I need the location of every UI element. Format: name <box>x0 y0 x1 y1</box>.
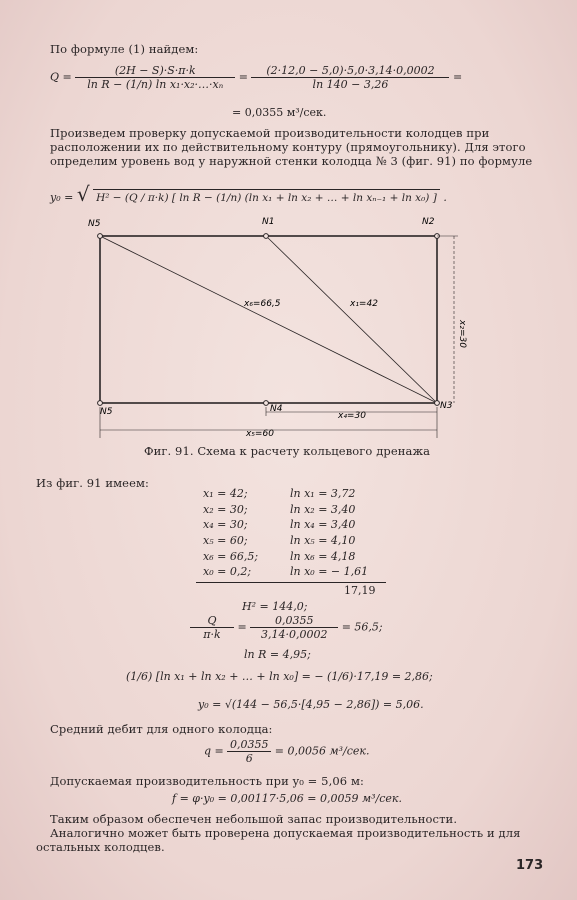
debit-num: 0,0355 <box>230 738 269 751</box>
label-x4: x₄=30 <box>338 411 366 421</box>
label-n4: N4 <box>270 404 283 414</box>
final-line2: Аналогично может быть проверена допускаемая производительность и для <box>50 826 521 840</box>
value-right-row: ln x₄ = 3,40 <box>290 518 356 532</box>
well-n5-top <box>98 234 103 239</box>
label-n3: N3 <box>440 401 453 411</box>
from-fig-text: Из фиг. 91 имеем: <box>36 476 149 490</box>
value-left-row: x₆ = 66,5; <box>203 549 259 563</box>
sum-divider <box>196 582 386 583</box>
formula-y0 <box>50 182 447 206</box>
intro-text: По формуле (1) найдем: <box>50 42 199 56</box>
figure-caption: Фиг. 91. Схема к расчету кольцевого дренажа <box>144 444 431 458</box>
label-x6: x₆=66,5 <box>244 299 281 309</box>
calc-y0: y₀ = √(144 − 56,5·[4,95 − 2,86]) = 5,06. <box>198 698 424 711</box>
calc-h2: H² = 144,0; <box>242 600 308 613</box>
allowed-formula: f = φ·y₀ = 0,00117·5,06 = 0,0059 м³/сек. <box>172 792 402 805</box>
calc-q-res: = 56,5; <box>341 620 383 634</box>
value-right-row: ln x₀ = − 1,61 <box>290 565 369 579</box>
formula-q <box>50 64 462 91</box>
debit-res: = 0,0056 м³/сек. <box>274 744 370 758</box>
line-x6 <box>100 236 437 403</box>
value-right-row: ln x₁ = 3,72 <box>290 487 356 500</box>
label-n2: N2 <box>422 217 435 227</box>
calc-q-row: $\frac{Q}{\pi\cdot k}$ = $\frac{0,0355}{3,14\cdot 0,0002}$ = 56,5; <box>190 614 383 641</box>
label-n1: N1 <box>262 217 275 227</box>
debit-den: 6 <box>227 751 271 765</box>
values-right-column <box>290 486 368 580</box>
debit-formula <box>204 738 369 765</box>
formula-q-eq: = <box>238 70 248 84</box>
final-line1: Таким образом обеспечен небольшой запас производительности. <box>50 812 458 826</box>
calc-lnr: ln R = 4,95; <box>244 648 311 661</box>
well-n1 <box>264 234 269 239</box>
formula-q-eq-end: = <box>452 70 463 84</box>
well-n4 <box>264 401 269 406</box>
final-line3: остальных колодцев. <box>36 840 165 854</box>
formula-q-den2: ln 140 − 3,26 <box>251 77 449 91</box>
formula-y0-body: H² − (Q / π·k) [ ln R − (1/n) (ln x₁ + ln x₂ + … + ln xₙ₋₁ + ln x₀) ] <box>93 189 440 204</box>
sqrt-icon: √ <box>76 182 90 206</box>
label-n5-bottom: N5 <box>100 407 113 417</box>
calc-q-num: 0,0355 <box>274 614 314 627</box>
label-x5: x₅=60 <box>246 429 274 439</box>
calc-q-den: 3,14·0,0002 <box>250 627 338 641</box>
value-right-row: ln x₆ = 4,18 <box>290 549 356 563</box>
para1-line3: определим уровень вод у наружной стенки колодца № 3 (фиг. 91) по формуле <box>50 154 533 168</box>
well-n5-bottom <box>98 401 103 406</box>
debit-lhs: q = <box>204 744 224 758</box>
label-n5-top: N5 <box>88 219 101 229</box>
figure-91 <box>0 212 577 448</box>
formula-q-num1: (2H − S)·S·π·k <box>114 64 196 77</box>
para1-line1: Произведем проверку допускаемой производительности колодцев при <box>50 126 490 140</box>
well-n3 <box>435 401 440 406</box>
value-left-row: x₁ = 42; <box>203 487 248 500</box>
label-x2: x₂=30 <box>457 320 467 348</box>
values-left-column <box>203 486 258 580</box>
formula-q-result: = 0,0355 м³/сек. <box>232 106 327 119</box>
calc-line6: (1/6) [ln x₁ + ln x₂ + … + ln x₀] = − (1/6)·17,19 = 2,86; <box>126 670 433 683</box>
formula-q-den1: ln R − (1/n) ln x₁·x₂·…·xₙ <box>75 77 235 91</box>
debit-title: Средний дебит для одного колодца: <box>50 722 273 736</box>
value-right-row: ln x₅ = 4,10 <box>290 534 356 548</box>
value-left-row: x₀ = 0,2; <box>203 565 252 579</box>
formula-y0-lhs: y₀ = <box>50 191 74 204</box>
value-left-row: x₄ = 30; <box>203 518 248 532</box>
label-x1: x₁=42 <box>350 299 378 309</box>
value-left-row: x₂ = 30; <box>203 502 248 516</box>
formula-y0-end: . <box>443 191 447 204</box>
allowed-title: Допускаемая производительность при y₀ = 5,06 м: <box>50 774 364 788</box>
formula-q-num2: (2·12,0 − 5,0)·5,0·3,14·0,0002 <box>266 64 435 77</box>
sum-value: 17,19 <box>344 584 376 597</box>
line-x1 <box>266 236 437 403</box>
page-number: 173 <box>516 858 544 873</box>
value-right-row: ln x₂ = 3,40 <box>290 502 356 516</box>
value-left-row: x₅ = 60; <box>203 534 248 548</box>
para1-line2: расположении их по действительному контуру (прямоугольнику). Для этого <box>50 140 526 154</box>
formula-q-lhs: Q = <box>50 70 72 84</box>
